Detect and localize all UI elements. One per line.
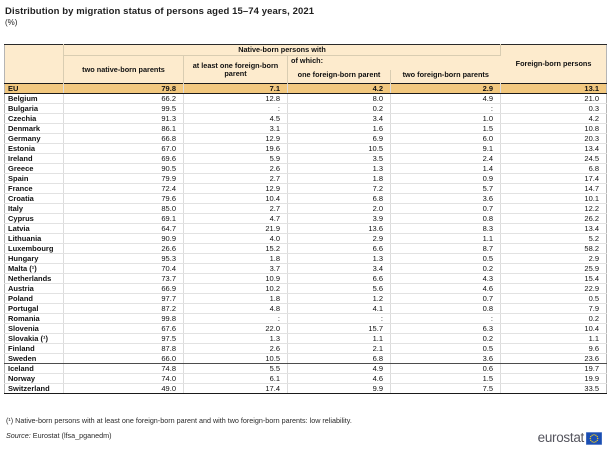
value-cell: 66.8 (64, 134, 184, 144)
value-cell: 0.3 (501, 104, 607, 114)
value-cell: 4.1 (288, 304, 391, 314)
value-cell: 5.7 (391, 184, 501, 194)
value-cell: 26.6 (64, 244, 184, 254)
col-header-one-foreign-born-parent: one foreign-born parent (288, 70, 391, 84)
country-cell: Denmark (5, 124, 64, 134)
value-cell: 6.0 (391, 134, 501, 144)
value-cell: 90.9 (64, 234, 184, 244)
value-cell: 91.3 (64, 114, 184, 124)
value-cell: 6.8 (288, 194, 391, 204)
value-cell: 67.0 (64, 144, 184, 154)
value-cell: 0.5 (391, 344, 501, 354)
value-cell: 24.5 (501, 154, 607, 164)
value-cell: 9.9 (288, 384, 391, 394)
country-cell: Slovakia (¹) (5, 334, 64, 344)
value-cell: 4.6 (391, 284, 501, 294)
value-cell: 7.9 (501, 304, 607, 314)
value-cell: 2.7 (184, 204, 288, 214)
table-row (5, 294, 607, 304)
value-cell: 1.2 (288, 294, 391, 304)
table-row (5, 134, 607, 144)
table-row (5, 254, 607, 264)
value-cell: 73.7 (64, 274, 184, 284)
value-cell: 70.4 (64, 264, 184, 274)
table-row (5, 124, 607, 134)
value-cell: 1.8 (184, 294, 288, 304)
value-cell: 86.1 (64, 124, 184, 134)
corner-cell (5, 45, 64, 84)
country-cell: Cyprus (5, 214, 64, 224)
value-cell: 5.2 (501, 234, 607, 244)
unit-label: (%) (5, 18, 18, 27)
source-line (6, 431, 112, 440)
value-cell: 13.1 (501, 84, 607, 94)
table-row (5, 94, 607, 104)
table-row (5, 284, 607, 294)
value-cell: 15.7 (288, 324, 391, 334)
table-row (5, 194, 607, 204)
country-cell: Germany (5, 134, 64, 144)
value-cell: 6.3 (391, 324, 501, 334)
table-row (5, 274, 607, 284)
country-cell: Greece (5, 164, 64, 174)
value-cell: 1.3 (288, 164, 391, 174)
value-cell: 4.0 (184, 234, 288, 244)
country-cell: Italy (5, 204, 64, 214)
country-cell: Lithuania (5, 234, 64, 244)
value-cell: 6.9 (288, 134, 391, 144)
value-cell: 4.6 (288, 374, 391, 384)
value-cell: 90.5 (64, 164, 184, 174)
value-cell: 3.6 (391, 194, 501, 204)
value-cell: 19.7 (501, 364, 607, 374)
value-cell: 9.1 (391, 144, 501, 154)
value-cell: 21.0 (501, 94, 607, 104)
value-cell: 2.9 (288, 234, 391, 244)
value-cell: 15.2 (184, 244, 288, 254)
value-cell: 97.5 (64, 334, 184, 344)
value-cell: 0.5 (391, 254, 501, 264)
source-text: Eurostat (lfsa_pganedm) (32, 431, 112, 440)
value-cell: 10.1 (501, 194, 607, 204)
country-cell: Iceland (5, 364, 64, 374)
value-cell: : (184, 314, 288, 324)
table-row (5, 214, 607, 224)
value-cell: 87.2 (64, 304, 184, 314)
eurostat-logo (538, 429, 602, 447)
value-cell: 7.2 (288, 184, 391, 194)
value-cell: : (288, 314, 391, 324)
value-cell: 3.5 (288, 154, 391, 164)
country-cell: Croatia (5, 194, 64, 204)
table-row (5, 384, 607, 394)
value-cell: 66.9 (64, 284, 184, 294)
value-cell: 72.4 (64, 184, 184, 194)
value-cell: 4.2 (501, 114, 607, 124)
col-header-two-native-born-parents: two native-born parents (64, 56, 184, 84)
country-cell: Finland (5, 344, 64, 354)
col-header-foreign-born-persons: Foreign-born persons (501, 45, 607, 84)
value-cell: 67.6 (64, 324, 184, 334)
country-cell: Portugal (5, 304, 64, 314)
value-cell: 4.8 (184, 304, 288, 314)
value-cell: 5.6 (288, 284, 391, 294)
table-row (5, 164, 607, 174)
value-cell: 4.2 (288, 84, 391, 94)
value-cell: 6.8 (288, 354, 391, 364)
group-header-native-born: Native-born persons with (64, 45, 501, 56)
value-cell: 5.9 (184, 154, 288, 164)
value-cell: 74.0 (64, 374, 184, 384)
value-cell: 5.5 (184, 364, 288, 374)
value-cell: 0.2 (501, 314, 607, 324)
country-cell: Czechia (5, 114, 64, 124)
table-row (5, 334, 607, 344)
value-cell: 17.4 (501, 174, 607, 184)
value-cell: 0.8 (391, 304, 501, 314)
value-cell: 66.2 (64, 94, 184, 104)
table-row (5, 114, 607, 124)
value-cell: 2.6 (184, 164, 288, 174)
group-header-of-which: of which: (288, 56, 501, 70)
value-cell: 13.4 (501, 224, 607, 234)
value-cell: 2.4 (391, 154, 501, 164)
value-cell: 64.7 (64, 224, 184, 234)
value-cell: 21.9 (184, 224, 288, 234)
value-cell: 4.3 (391, 274, 501, 284)
value-cell: 13.6 (288, 224, 391, 234)
country-cell: Poland (5, 294, 64, 304)
value-cell: 7.1 (184, 84, 288, 94)
country-cell: France (5, 184, 64, 194)
country-cell: Romania (5, 314, 64, 324)
value-cell: 8.0 (288, 94, 391, 104)
value-cell: 3.9 (288, 214, 391, 224)
value-cell: 0.5 (501, 294, 607, 304)
value-cell: 17.4 (184, 384, 288, 394)
table-row (5, 314, 607, 324)
col-header-at-least-one-foreign-born-parent: at least one foreign-born parent (184, 56, 288, 84)
value-cell: 0.2 (391, 334, 501, 344)
value-cell: 0.7 (391, 204, 501, 214)
migration-status-table (4, 44, 607, 394)
value-cell: 4.5 (184, 114, 288, 124)
value-cell: 10.5 (184, 354, 288, 364)
value-cell: 87.8 (64, 344, 184, 354)
value-cell: 0.9 (391, 174, 501, 184)
table-row (5, 174, 607, 184)
value-cell: 99.8 (64, 314, 184, 324)
value-cell: 2.0 (288, 204, 391, 214)
table-row (5, 244, 607, 254)
value-cell: 26.2 (501, 214, 607, 224)
value-cell: 2.9 (501, 254, 607, 264)
value-cell: 13.4 (501, 144, 607, 154)
value-cell: 1.0 (391, 114, 501, 124)
table-row (5, 354, 607, 364)
eu-aggregate-row (5, 84, 607, 94)
eu-flag-icon (586, 432, 602, 445)
value-cell: : (391, 314, 501, 324)
value-cell: 79.6 (64, 194, 184, 204)
country-cell: Norway (5, 374, 64, 384)
table-row (5, 204, 607, 214)
country-cell: Malta (¹) (5, 264, 64, 274)
value-cell: 20.3 (501, 134, 607, 144)
value-cell: 12.8 (184, 94, 288, 104)
country-cell: Bulgaria (5, 104, 64, 114)
value-cell: 23.6 (501, 354, 607, 364)
value-cell: 10.2 (184, 284, 288, 294)
table-row (5, 224, 607, 234)
value-cell: 12.9 (184, 184, 288, 194)
value-cell: 3.4 (288, 264, 391, 274)
value-cell: 1.5 (391, 374, 501, 384)
value-cell: 49.0 (64, 384, 184, 394)
value-cell: 69.6 (64, 154, 184, 164)
table-row (5, 304, 607, 314)
value-cell: 19.6 (184, 144, 288, 154)
table-row (5, 154, 607, 164)
value-cell: 97.7 (64, 294, 184, 304)
table-row (5, 104, 607, 114)
country-cell: Estonia (5, 144, 64, 154)
country-cell: Luxembourg (5, 244, 64, 254)
footnote: (¹) Native-born persons with at least one foreign-born parent and with two foreign-born parents: low reliability. (6, 416, 352, 425)
table-row (5, 264, 607, 274)
value-cell: 0.2 (391, 264, 501, 274)
table-header (5, 45, 607, 84)
country-cell: Netherlands (5, 274, 64, 284)
value-cell: 3.1 (184, 124, 288, 134)
value-cell: 95.3 (64, 254, 184, 264)
value-cell: 99.5 (64, 104, 184, 114)
table-row (5, 344, 607, 354)
value-cell: 7.5 (391, 384, 501, 394)
value-cell: : (391, 104, 501, 114)
value-cell: 1.3 (288, 254, 391, 264)
value-cell: 4.9 (391, 94, 501, 104)
value-cell: 10.8 (501, 124, 607, 134)
value-cell: 79.8 (64, 84, 184, 94)
value-cell: 6.6 (288, 274, 391, 284)
value-cell: 12.2 (501, 204, 607, 214)
value-cell: 6.8 (501, 164, 607, 174)
country-cell: Spain (5, 174, 64, 184)
value-cell: 1.1 (288, 334, 391, 344)
country-cell: Switzerland (5, 384, 64, 394)
value-cell: 1.5 (391, 124, 501, 134)
value-cell: 8.7 (391, 244, 501, 254)
value-cell: 1.3 (184, 334, 288, 344)
country-cell: Hungary (5, 254, 64, 264)
value-cell: 6.6 (288, 244, 391, 254)
value-cell: 79.9 (64, 174, 184, 184)
value-cell: 1.4 (391, 164, 501, 174)
value-cell: 0.6 (391, 364, 501, 374)
value-cell: 19.9 (501, 374, 607, 384)
table-row (5, 184, 607, 194)
value-cell: 10.4 (184, 194, 288, 204)
value-cell: 74.8 (64, 364, 184, 374)
value-cell: 58.2 (501, 244, 607, 254)
value-cell: : (184, 104, 288, 114)
table-row (5, 324, 607, 334)
table-row (5, 144, 607, 154)
value-cell: 0.7 (391, 294, 501, 304)
table-body (5, 84, 607, 394)
country-cell: Ireland (5, 154, 64, 164)
page-title: Distribution by migration status of persons aged 15–74 years, 2021 (5, 6, 315, 17)
value-cell: 15.4 (501, 274, 607, 284)
value-cell: 69.1 (64, 214, 184, 224)
value-cell: 22.0 (184, 324, 288, 334)
source-label: Source: (6, 431, 31, 440)
country-cell: EU (5, 84, 64, 94)
value-cell: 4.7 (184, 214, 288, 224)
value-cell: 1.8 (288, 174, 391, 184)
value-cell: 8.3 (391, 224, 501, 234)
country-cell: Slovenia (5, 324, 64, 334)
table-row (5, 234, 607, 244)
value-cell: 14.7 (501, 184, 607, 194)
table-row (5, 364, 607, 374)
country-cell: Sweden (5, 354, 64, 364)
value-cell: 1.6 (288, 124, 391, 134)
value-cell: 22.9 (501, 284, 607, 294)
value-cell: 33.5 (501, 384, 607, 394)
value-cell: 1.8 (184, 254, 288, 264)
country-cell: Belgium (5, 94, 64, 104)
value-cell: 10.4 (501, 324, 607, 334)
value-cell: 2.9 (391, 84, 501, 94)
country-cell: Austria (5, 284, 64, 294)
table-row (5, 374, 607, 384)
value-cell: 1.1 (391, 234, 501, 244)
value-cell: 3.6 (391, 354, 501, 364)
value-cell: 1.1 (501, 334, 607, 344)
value-cell: 2.1 (288, 344, 391, 354)
eurostat-logo-text: eurostat (537, 430, 584, 445)
col-header-two-foreign-born-parents: two foreign-born parents (391, 70, 501, 84)
value-cell: 10.9 (184, 274, 288, 284)
value-cell: 85.0 (64, 204, 184, 214)
value-cell: 0.8 (391, 214, 501, 224)
value-cell: 3.4 (288, 114, 391, 124)
value-cell: 4.9 (288, 364, 391, 374)
value-cell: 3.7 (184, 264, 288, 274)
value-cell: 10.5 (288, 144, 391, 154)
value-cell: 12.9 (184, 134, 288, 144)
country-cell: Latvia (5, 224, 64, 234)
value-cell: 2.7 (184, 174, 288, 184)
value-cell: 9.6 (501, 344, 607, 354)
value-cell: 66.0 (64, 354, 184, 364)
value-cell: 2.6 (184, 344, 288, 354)
value-cell: 25.9 (501, 264, 607, 274)
value-cell: 0.2 (288, 104, 391, 114)
value-cell: 6.1 (184, 374, 288, 384)
